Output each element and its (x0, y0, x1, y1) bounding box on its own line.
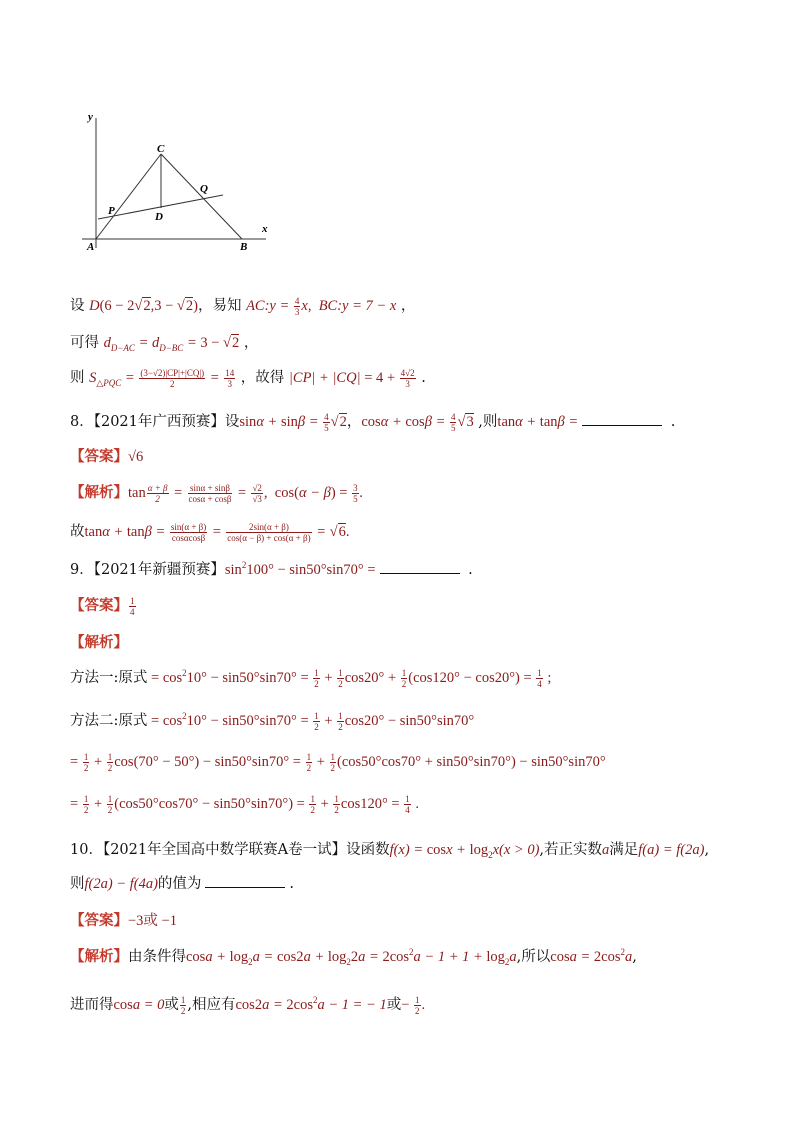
answer-blank-10 (205, 875, 285, 888)
segment-cb (161, 154, 242, 239)
label-d: D (155, 211, 163, 223)
question-10: 10．【2021年全国高中数学联赛A卷一试】设函数$f(x) = \cos x + \log_2x(x > 0)$,若正实数a满足f(a) = f(2a), (70, 842, 710, 860)
answer-8: 【答案】√6 (70, 449, 144, 465)
answer-9: 【答案】 $\frac{1}{4}$ (70, 596, 135, 618)
label-y: y (88, 111, 93, 123)
label-c: C (157, 143, 165, 155)
area-eq: $S_{\triangle PQC}$ = $\frac{(3-√2)|CP|+|CQ|)}{2}$ = $\frac{14}{3}$ (89, 368, 235, 390)
method-2-step-2: = $\frac{1}{2}$ + $\frac{1}{2}$ cos(70° − 50°) − sin50°sin70° = $\frac{1}{2}$ + $\frac{1}{2}$ (cos50°cos70° + sin50°sin70°) − sin50°sin70° (70, 752, 606, 773)
solution-line-2: 可得 $d_{D-AC} = d_{D-BC} = 3 - √2$ ， (70, 335, 259, 353)
solution-line-1: 设 D(6 − 2√2,3 − √2)，易知 AC:y = $\frac{4}{3}$ x, BC:y = 7 − x ， (70, 296, 416, 318)
answer-10: 【答案】−3或 −1 (70, 913, 177, 929)
solution-8: 【解析】tan $\frac{\alpha + \beta}{2}$ = $\frac{\sin\alpha + \sin\beta}{\cos\alpha + \cos\beta}$ = $\frac{√2}{√3}$ , cos(α − β) = $\frac{3}{5}$ . (70, 483, 364, 505)
geometry-figure (78, 108, 278, 258)
solution-line-3: 则 $S_{\triangle PQC}$ = $\frac{(3-√2)|CP|+|CQ|)}{2}$ = $\frac{14}{3}$ ，故得 |CP| + |CQ| = 4 + $\frac{4√2}{3}$ . (70, 368, 426, 390)
answer-blank-8 (582, 413, 662, 426)
question-8: 8．【2021年广西预赛】设sinα + sinβ = $\frac{4}{5}$ √2，cosα + cosβ = $\frac{4}{5}$ √3 ,则tanα + tanβ = . (70, 412, 676, 434)
solution-8-conclusion: 故tanα + tanβ = $\frac{\sin(\alpha + \beta)}{\cos\alpha\cos\beta}$ = $\frac{2\sin(\alpha + \beta)}{\cos(\alpha - \beta) + \cos(\alpha + \beta)}$ = √6. (70, 522, 350, 544)
line-ac-eq: AC:y = $\frac{4}{3}$ x, BC:y = 7 − x (246, 296, 397, 318)
method-1: 方法一:原式 = $\cos^210^\circ - \sin 50^\circ\sin 70^\circ$ = $\frac{1}{2}$ + $\frac{1}{2}$ cos20° + $\frac{1}{2}$ (cos120° − cos20°) = $\frac{1}{4}$ ; (70, 668, 552, 690)
solution-10-line-2: 进而得cosa = 0或 $\frac{1}{2}$ ,相应有$\cos 2a = 2\cos^2a - 1$ = − 1或− $\frac{1}{2}$ . (70, 995, 426, 1017)
solution-9-tag: 【解析】 (70, 635, 128, 651)
label-p: P (108, 205, 115, 217)
solution-10: 【解析】由条件得$\cos a + \log_2a = \cos 2a + \log_22a = 2\cos^2a - 1 + 1 + \log_2a$,所以$\cos a = 2\cos^2a$, (70, 947, 637, 967)
segment-ac (96, 154, 161, 239)
label-q: Q (200, 183, 208, 195)
question-9: 9．【2021年新疆预赛】$\sin^2100^\circ - \sin 50^\circ\sin 70^\circ$ = . (70, 560, 473, 578)
point-d-coord: D(6 − 2√2,3 − √2) (89, 298, 198, 314)
answer-blank-9 (380, 561, 460, 574)
cp-cq-sum: |CP| + |CQ| = 4 + $\frac{4√2}{3}$ (288, 368, 415, 390)
label-a: A (87, 241, 95, 253)
question-10-line-2: 则f(2a) − f(4a)的值为 . (70, 876, 295, 892)
label-x: x (262, 223, 268, 235)
label-b: B (240, 241, 248, 253)
method-2-step-3: = $\frac{1}{2}$ + $\frac{1}{2}$ (cos50°cos70° − sin50°sin70°) = $\frac{1}{2}$ + $\frac{1}{2}$ cos120° = $\frac{1}{4}$ . (70, 794, 419, 815)
distance-eq: $d_{D-AC} = d_{D-BC} = 3 - √2$ (103, 335, 240, 353)
method-2: 方法二:原式 = $\cos^210^\circ - \sin 50^\circ\sin 70^\circ$ = $\frac{1}{2}$ + $\frac{1}{2}$ cos20° − sin50°sin70° (70, 711, 475, 733)
